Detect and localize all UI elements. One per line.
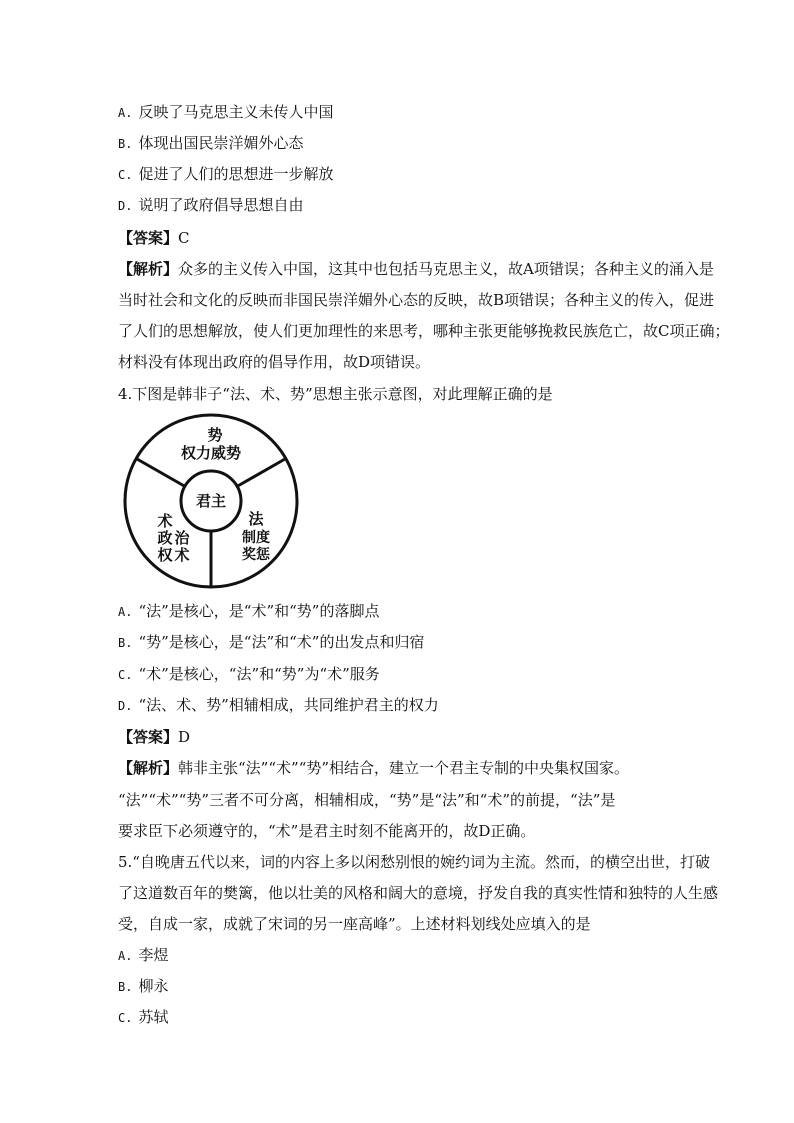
option-letter: A. [118, 949, 133, 963]
q5-stem-line-1: 5.“自晚唐五代以来，词的内容上多以闲愁别恨的婉约词为主流。然而，的横空出世，打破 [118, 853, 710, 871]
option-letter: B. [118, 137, 133, 151]
q4-analysis-line-2: “法”“术”“势”三者不可分离，相辅相成，“势”是“法”和“术”的前提，“法”是 [118, 791, 616, 809]
q3-analysis-line-2: 当时社会和文化的反映而非国民崇洋媚外心态的反映，故B项错误；各种主义的传入，促进 [118, 291, 715, 309]
option-letter: C. [118, 668, 133, 682]
q4-option-b [118, 632, 678, 653]
option-text: 促进了人们的思想进一步解放 [138, 165, 334, 183]
option-text: “势”是核心，是“法”和“术”的出发点和归宿 [138, 633, 425, 651]
option-letter: C. [118, 1011, 133, 1025]
option-text: 体现出国民崇洋媚外心态 [138, 134, 304, 152]
right-title: 法 [248, 510, 264, 528]
top-sub: 权力威势 [180, 444, 242, 462]
option-letter: B. [118, 636, 133, 650]
q3-option-a [118, 102, 678, 123]
option-text: 反映了马克思主义未传人中国 [138, 103, 334, 121]
left-sub-3: 治 [174, 529, 190, 547]
answer-label: 【答案】 [118, 728, 179, 746]
q3-analysis-line-1 [118, 259, 714, 279]
q5-option-a [118, 945, 678, 966]
top-title: 势 [207, 426, 223, 444]
q5-option-b [118, 976, 678, 997]
fa-shu-shi-diagram [118, 412, 304, 590]
option-text: 柳永 [138, 977, 169, 995]
q4-analysis-line-1 [118, 758, 678, 778]
diagram-svg [118, 412, 304, 590]
option-letter: D. [118, 199, 133, 213]
q5-option-c [118, 1007, 678, 1028]
analysis-text: 众多的主义传入中国，这其中也包括马克思主义，故A项错误；各种主义的涌入是 [178, 260, 714, 278]
option-text: 苏轼 [138, 1008, 169, 1026]
q4-option-a [118, 601, 678, 622]
option-letter: A. [118, 605, 133, 619]
option-letter: D. [118, 699, 133, 713]
option-letter: C. [118, 168, 133, 182]
option-letter: B. [118, 980, 133, 994]
option-text: 说明了政府倡导思想自由 [138, 196, 304, 214]
answer-value: D [178, 728, 191, 746]
answer-label: 【答案】 [118, 229, 179, 247]
option-text: “法”是核心，是“术”和“势”的落脚点 [138, 602, 380, 620]
q3-answer [118, 228, 678, 248]
q4-option-c [118, 664, 678, 685]
left-title: 术 [157, 512, 173, 530]
q5-stem-line-2: 了这道数百年的樊篱，他以壮美的风格和阔大的意境，抒发自我的真实性情和独特的人生感 [118, 884, 719, 902]
center-label: 君主 [195, 492, 227, 510]
q4-answer [118, 727, 678, 747]
option-text: “术”是核心，“法”和“势”为“术”服务 [138, 665, 380, 683]
option-letter: A. [118, 106, 133, 120]
left-sub-4: 术 [174, 546, 190, 564]
q3-option-b [118, 133, 678, 154]
analysis-text: 韩非主张“法”“术”“势”相结合，建立一个君主专制的中央集权国家。 [178, 759, 630, 777]
option-text: “法、术、势”相辅相成，共同维护君主的权力 [138, 696, 439, 714]
option-text: 李煜 [138, 946, 169, 964]
q3-option-d [118, 195, 678, 216]
left-sub-1: 政 [157, 529, 173, 547]
analysis-label: 【解析】 [118, 759, 179, 777]
q3-analysis-line-3: 了人们的思想解放，使人们更加理性的来思考，哪种主张更能够挽救民族危亡，故C项正确； [118, 322, 730, 340]
q5-stem-line-3: 受，自成一家，成就了宋词的另一座高峰”。上述材料划线处应填入的是 [118, 915, 591, 933]
q4-option-d [118, 695, 678, 716]
right-sub-2: 奖惩 [242, 547, 270, 563]
right-sub-1: 制度 [242, 530, 270, 546]
left-sub-2: 权 [157, 546, 173, 564]
analysis-label: 【解析】 [118, 260, 179, 278]
answer-value: C [178, 229, 190, 247]
q3-analysis-line-4: 材料没有体现出政府的倡导作用，故D项错误。 [118, 353, 431, 371]
q4-stem: 4.下图是韩非子“法、术、势”思想主张示意图，对此理解正确的是 [118, 385, 553, 403]
q4-analysis-line-3: 要求臣下必须遵守的，“术”是君主时刻不能离开的，故D正确。 [118, 822, 536, 840]
q3-option-c [118, 164, 678, 185]
